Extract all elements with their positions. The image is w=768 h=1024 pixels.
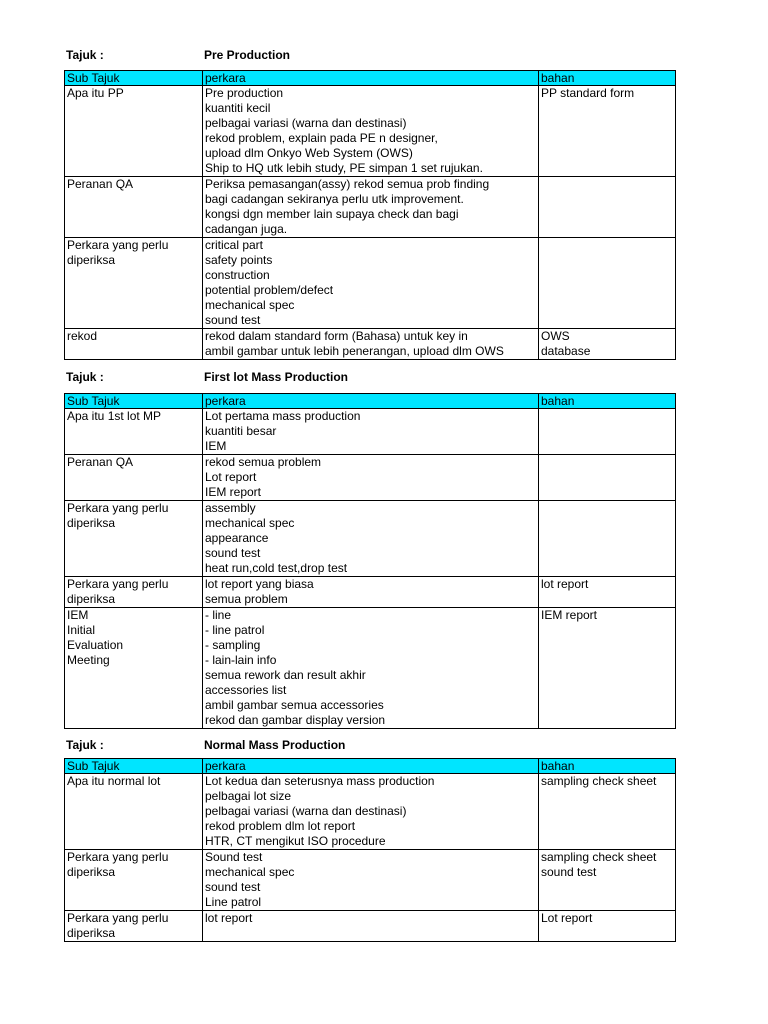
sub-tajuk-cell	[65, 409, 203, 455]
perkara-cell	[203, 177, 539, 238]
cell-line: database	[541, 344, 591, 358]
perkara-cell	[203, 455, 539, 501]
bahan-cell	[539, 238, 676, 329]
table-row	[65, 177, 676, 238]
cell-line: sound test	[205, 546, 261, 560]
bahan-cell	[539, 774, 676, 850]
cell-line: rekod	[67, 329, 98, 343]
perkara-cell	[203, 850, 539, 911]
bahan-cell	[539, 455, 676, 501]
cell-line: safety points	[205, 253, 273, 267]
bahan-cell	[539, 409, 676, 455]
cell-line: lot report	[541, 577, 589, 591]
cell-line: appearance	[205, 531, 269, 545]
header-perkara: perkara	[203, 394, 539, 409]
table-body	[65, 71, 676, 360]
cell-line: semua problem	[205, 592, 288, 606]
cell-line: construction	[205, 268, 270, 282]
cell-line: kuantiti besar	[205, 424, 277, 438]
cell-line: Apa itu normal lot	[67, 774, 161, 788]
cell-line: IEM	[67, 608, 89, 622]
cell-line: rekod problem dlm lot report	[205, 819, 356, 833]
cell-line: mechanical spec	[205, 298, 295, 312]
cell-line: Perkara yang perlu	[67, 501, 169, 515]
cell-line: Perkara yang perlu	[67, 577, 169, 591]
perkara-cell	[203, 86, 539, 177]
cell-line: Peranan QA	[67, 455, 134, 469]
cell-line: mechanical spec	[205, 516, 295, 530]
sub-tajuk-cell	[65, 577, 203, 608]
cell-line: rekod semua problem	[205, 455, 322, 469]
section-heading	[0, 368, 768, 386]
bahan-cell	[539, 177, 676, 238]
cell-line: Pre production	[205, 86, 284, 100]
cell-line: Perkara yang perlu	[67, 911, 169, 925]
perkara-cell	[203, 238, 539, 329]
section-title: Pre Production	[204, 48, 291, 62]
cell-line: critical part	[205, 238, 264, 252]
table-row	[65, 850, 676, 911]
cell-line: Lot pertama mass production	[205, 409, 361, 423]
header-sub-tajuk: Sub Tajuk	[65, 759, 203, 774]
sub-tajuk-cell	[65, 238, 203, 329]
cell-line: cadangan juga.	[205, 222, 288, 236]
cell-line: rekod problem, explain pada PE n designer,	[205, 131, 438, 145]
cell-line: pelbagai lot size	[205, 789, 292, 803]
cell-line: HTR, CT mengikut ISO procedure	[205, 834, 386, 848]
sub-tajuk-cell	[65, 608, 203, 729]
section-heading	[0, 46, 768, 64]
cell-line: ambil gambar semua accessories	[205, 698, 384, 712]
header-perkara: perkara	[203, 71, 539, 86]
cell-line: kongsi dgn member lain supaya check dan bagi	[205, 207, 459, 221]
cell-line: accessories list	[205, 683, 287, 697]
sub-tajuk-cell	[65, 850, 203, 911]
cell-line: lot report yang biasa	[205, 577, 314, 591]
cell-line: lot report	[205, 911, 253, 925]
sub-tajuk-cell	[65, 774, 203, 850]
cell-line: sound test	[541, 865, 597, 879]
cell-line: sampling check sheet	[541, 774, 657, 788]
cell-line: OWS	[541, 329, 570, 343]
header-sub-tajuk: Sub Tajuk	[65, 71, 203, 86]
perkara-cell	[203, 501, 539, 577]
table-row	[65, 577, 676, 608]
table-row	[65, 409, 676, 455]
perkara-cell	[203, 774, 539, 850]
cell-line: Apa itu PP	[67, 86, 124, 100]
cell-line: sound test	[205, 880, 261, 894]
cell-line: Ship to HQ utk lebih study, PE simpan 1 set rujukan.	[205, 161, 483, 175]
bahan-cell	[539, 501, 676, 577]
cell-line: sound test	[205, 313, 261, 327]
header-perkara: perkara	[203, 759, 539, 774]
section-label: Tajuk :	[66, 738, 104, 752]
perkara-cell	[203, 911, 539, 942]
section-title: First lot Mass Production	[204, 370, 349, 384]
section-table	[64, 393, 676, 729]
sub-tajuk-cell	[65, 177, 203, 238]
cell-line: heat run,cold test,drop test	[205, 561, 348, 575]
table-body	[65, 759, 676, 942]
cell-line: diperiksa	[67, 516, 116, 530]
cell-line: Apa itu 1st lot MP	[67, 409, 162, 423]
cell-line: - line	[205, 608, 232, 622]
table-header-row	[65, 759, 676, 774]
cell-line: IEM	[205, 439, 227, 453]
cell-line: potential problem/defect	[205, 283, 334, 297]
section-heading	[0, 736, 768, 754]
cell-line: Line patrol	[205, 895, 262, 909]
cell-line: IEM report	[205, 485, 262, 499]
cell-line: rekod dalam standard form (Bahasa) untuk key in	[205, 329, 468, 343]
header-bahan: bahan	[539, 394, 676, 409]
table-header-row	[65, 71, 676, 86]
cell-line: diperiksa	[67, 926, 116, 940]
cell-line: - line patrol	[205, 623, 265, 637]
cell-line: diperiksa	[67, 253, 116, 267]
cell-line: Lot report	[541, 911, 593, 925]
cell-line: IEM report	[541, 608, 598, 622]
cell-line: Evaluation	[67, 638, 124, 652]
table-header-row	[65, 394, 676, 409]
cell-line: PP standard form	[541, 86, 635, 100]
perkara-cell	[203, 409, 539, 455]
cell-line: sampling check sheet	[541, 850, 657, 864]
bahan-cell	[539, 911, 676, 942]
cell-line: pelbagai variasi (warna dan destinasi)	[205, 116, 407, 130]
cell-line: - sampling	[205, 638, 261, 652]
sub-tajuk-cell	[65, 455, 203, 501]
cell-line: Lot kedua dan seterusnya mass production	[205, 774, 435, 788]
header-bahan: bahan	[539, 759, 676, 774]
cell-line: Initial	[67, 623, 96, 637]
section-label: Tajuk :	[66, 370, 104, 384]
table-row	[65, 501, 676, 577]
section-label: Tajuk :	[66, 48, 104, 62]
cell-line: upload dlm Onkyo Web System (OWS)	[205, 146, 413, 160]
bahan-cell	[539, 86, 676, 177]
cell-line: semua rework dan result akhir	[205, 668, 366, 682]
table-row	[65, 455, 676, 501]
sub-tajuk-cell	[65, 86, 203, 177]
cell-line: assembly	[205, 501, 256, 515]
table-row	[65, 238, 676, 329]
table-body	[65, 394, 676, 729]
cell-line: bagi cadangan sekiranya perlu utk improvement.	[205, 192, 464, 206]
cell-line: Periksa pemasangan(assy) rekod semua prob finding	[205, 177, 490, 191]
cell-line: diperiksa	[67, 592, 116, 606]
section-title: Normal Mass Production	[204, 738, 346, 752]
cell-line: Perkara yang perlu	[67, 238, 169, 252]
cell-line: - lain-lain info	[205, 653, 277, 667]
cell-line: pelbagai variasi (warna dan destinasi)	[205, 804, 407, 818]
bahan-cell	[539, 850, 676, 911]
sub-tajuk-cell	[65, 329, 203, 360]
header-sub-tajuk: Sub Tajuk	[65, 394, 203, 409]
cell-line: diperiksa	[67, 865, 116, 879]
table-row	[65, 86, 676, 177]
header-bahan: bahan	[539, 71, 676, 86]
cell-line: Meeting	[67, 653, 110, 667]
sub-tajuk-cell	[65, 911, 203, 942]
cell-line: Sound test	[205, 850, 263, 864]
perkara-cell	[203, 577, 539, 608]
cell-line: Peranan QA	[67, 177, 134, 191]
cell-line: ambil gambar untuk lebih penerangan, upload dlm OWS	[205, 344, 504, 358]
table-row	[65, 774, 676, 850]
section-table	[64, 70, 676, 360]
perkara-cell	[203, 329, 539, 360]
table-row	[65, 911, 676, 942]
cell-line: mechanical spec	[205, 865, 295, 879]
cell-line: Perkara yang perlu	[67, 850, 169, 864]
section-table	[64, 758, 676, 942]
sub-tajuk-cell	[65, 501, 203, 577]
cell-line: rekod dan gambar display version	[205, 713, 386, 727]
table-row	[65, 608, 676, 729]
perkara-cell	[203, 608, 539, 729]
cell-line: Lot report	[205, 470, 257, 484]
cell-line: kuantiti kecil	[205, 101, 271, 115]
bahan-cell	[539, 329, 676, 360]
table-row	[65, 329, 676, 360]
bahan-cell	[539, 608, 676, 729]
bahan-cell	[539, 577, 676, 608]
